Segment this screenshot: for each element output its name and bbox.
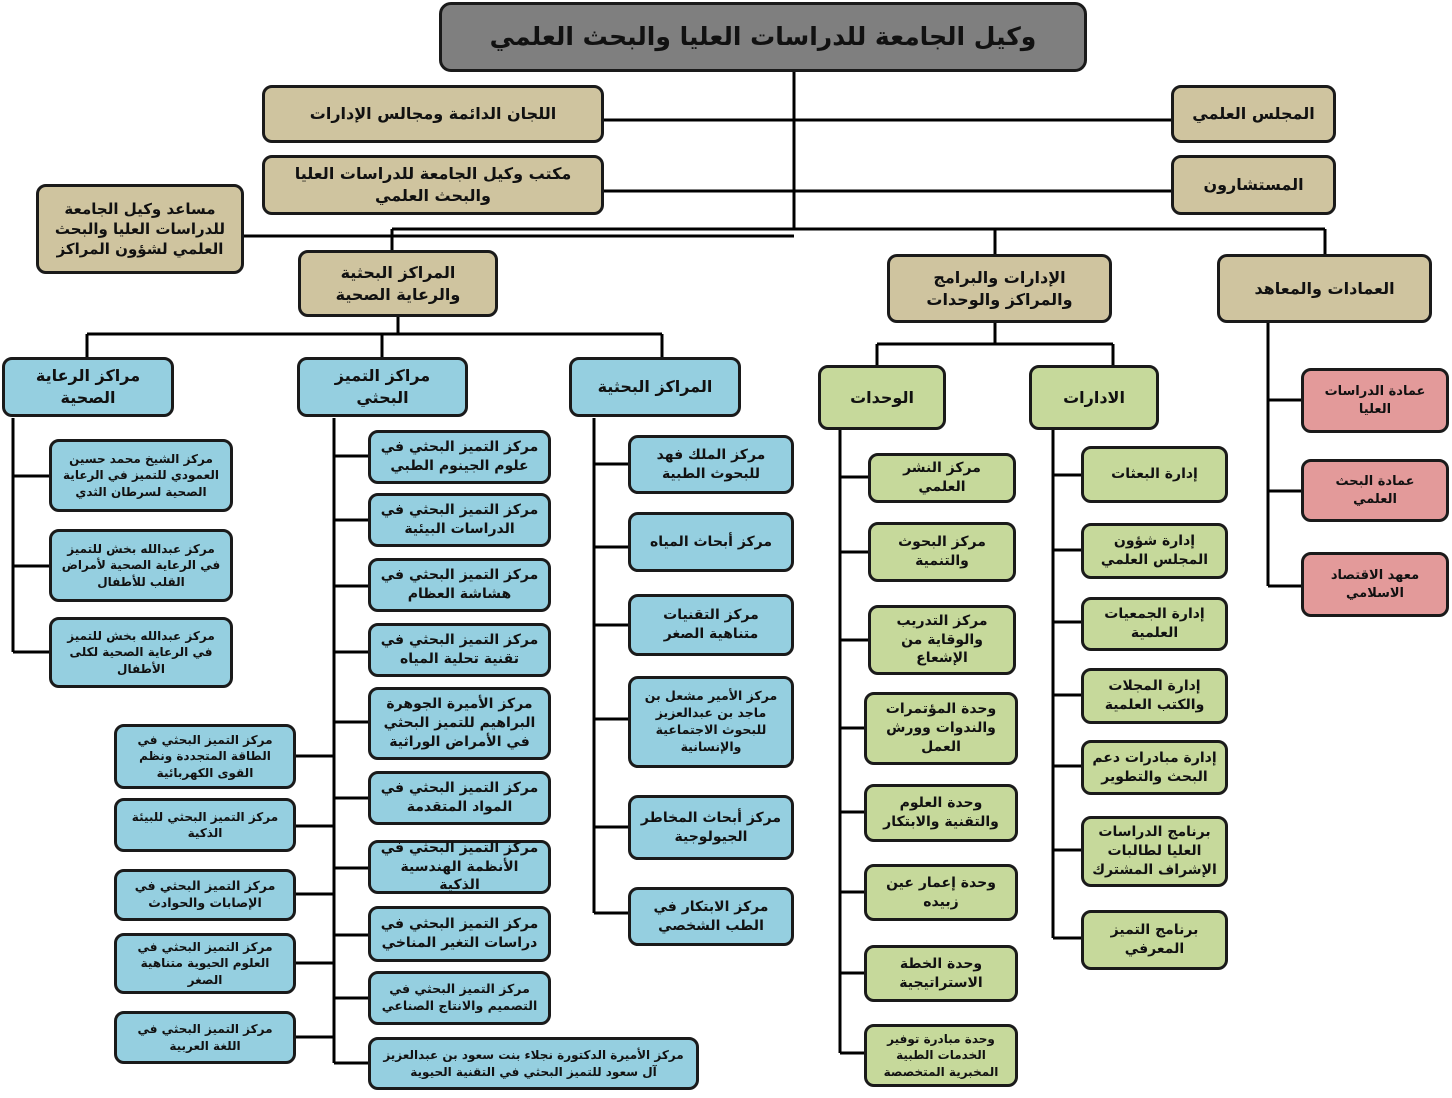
unit-item xyxy=(864,784,1018,842)
department-item xyxy=(1081,910,1228,970)
research-center-item-label: مركز التقنيات متناهية الصغر xyxy=(663,607,759,642)
excellence-item xyxy=(114,869,296,921)
departments-head xyxy=(1029,365,1159,430)
excellence-item xyxy=(368,906,551,962)
unit-item xyxy=(868,453,1016,503)
research-center-item xyxy=(628,435,794,494)
excellence-item xyxy=(114,798,296,852)
deanship-item-label: عمادة البحث العلمي xyxy=(1335,473,1415,507)
research-center-item xyxy=(628,512,794,572)
excellence-item xyxy=(368,687,551,760)
excellence-item xyxy=(368,840,551,894)
deanship-item xyxy=(1301,368,1449,433)
research-center-item xyxy=(628,887,794,946)
research-center-item-label: مركز الابتكار في الطب الشخصي xyxy=(653,898,769,934)
health-care-item xyxy=(49,439,233,512)
research-centers-head xyxy=(569,357,741,417)
excellence-label: مراكز التميز البحثي xyxy=(334,366,431,407)
excellence-item-label: مركز التميز البحثي في دراسات التغير المناخي xyxy=(380,916,539,951)
unit-item-label: وحدة مبادرة توفير الخدمات الطبية المخبرية المتخصصة xyxy=(883,1032,999,1079)
health-care-label: مراكز الرعاية الصحية xyxy=(35,366,141,407)
unit-item xyxy=(864,692,1018,765)
vice-rector-box xyxy=(439,2,1087,72)
deanships-label: العمادات والمعاهد xyxy=(1254,278,1395,298)
excellence-item xyxy=(368,771,551,825)
excellence-head xyxy=(297,357,468,417)
excellence-item-label: مركز التميز البحثي في الإصابات والحوادث xyxy=(134,878,276,910)
unit-item-label: وحدة إعمار عين زبيده xyxy=(886,874,996,910)
research-center-item-label: مركز أبحاث المياه xyxy=(649,533,773,550)
unit-item-label: وحدة المؤتمرات والندوات وورش العمل xyxy=(885,701,997,755)
department-item-label: إدارة المجلات والكتب العلمية xyxy=(1104,678,1205,713)
research-center-item-label: مركز الملك فهد للبحوث الطبية xyxy=(656,446,766,482)
unit-item xyxy=(864,945,1018,1002)
excellence-item xyxy=(368,1037,699,1090)
excellence-item-label: مركز التميز البحثي في اللغة العربية xyxy=(137,1022,273,1053)
deanship-item xyxy=(1301,552,1449,617)
excellence-item xyxy=(368,558,551,612)
excellence-item-label: مركز التميز البحثي في تقنية تحلية المياه xyxy=(380,632,539,667)
units-head xyxy=(818,365,946,430)
research-center-item xyxy=(628,795,794,860)
committees-box xyxy=(262,85,604,143)
excellence-item xyxy=(368,430,551,484)
department-item xyxy=(1081,523,1228,579)
health-care-item-label: مركز عبدالله بخش للتميز في الرعاية الصحية لكلى الأطفال xyxy=(67,629,215,676)
deanship-item-label: معهد الاقتصاد الاسلامي xyxy=(1330,567,1420,601)
excellence-item-label: مركز التميز البحثي للبيئة الذكية xyxy=(131,809,279,840)
admin-programs-label: الإدارات والبرامج والمراكز والوحدات xyxy=(926,267,1073,309)
admin-programs-branch xyxy=(887,254,1112,323)
unit-item xyxy=(864,864,1018,921)
unit-item-label: مركز النشر العلمي xyxy=(903,460,981,495)
excellence-item xyxy=(114,933,296,994)
excellence-item-label: مركز التميز البحثي في الأنظمة الهندسية الذكية xyxy=(380,839,539,894)
department-item-label: إدارة شؤون المجلس العلمي xyxy=(1100,533,1209,568)
health-care-item xyxy=(49,617,233,688)
excellence-item xyxy=(114,724,296,789)
department-item xyxy=(1081,740,1228,795)
excellence-item xyxy=(368,623,551,677)
vice-rector-title: وكيل الجامعة للدراسات العليا والبحث العلمي xyxy=(489,22,1037,52)
deanship-item xyxy=(1301,459,1449,522)
unit-item-label: مركز التدريب والوقاية من الإشعاع xyxy=(896,612,988,667)
council-label: المجلس العلمي xyxy=(1192,104,1315,124)
unit-item xyxy=(868,605,1016,675)
excellence-item-label: مركز التميز البحثي في هشاشة العظام xyxy=(380,567,539,602)
research-center-item xyxy=(628,676,794,768)
unit-item-label: مركز البحوث والتنمية xyxy=(898,534,986,569)
department-item-label: برنامج التميز المعرفي xyxy=(1110,922,1199,957)
units-label: الوحدات xyxy=(850,387,914,407)
departments-label: الادارات xyxy=(1063,387,1125,407)
department-item-label: إدارة البعثات xyxy=(1111,466,1198,483)
consultants-box xyxy=(1171,155,1336,215)
excellence-item-label: مركز التميز البحثي في العلوم الحيوية متناهية الصغر xyxy=(137,940,273,987)
department-item-label: إدارة الجمعيات العلمية xyxy=(1104,606,1205,641)
department-item xyxy=(1081,446,1228,503)
research-center-item-label: مركز الأمير مشعل بن ماجد بن عبدالعزيز للبحوث الاجتماعية والإنسانية xyxy=(644,688,778,754)
council-box xyxy=(1171,85,1336,143)
excellence-item-label: مركز التميز البحثي في الطاقة المتجددة ونظم القوى الكهربائية xyxy=(137,733,273,780)
research-health-label: المراكز البحثية والرعاية الصحية xyxy=(335,262,461,304)
department-item xyxy=(1081,668,1228,724)
excellence-item-label: مركز الأميرة الدكتورة نجلاء بنت سعود بن عبدالعزيز آل سعود للتميز البحثي في التقنية الحيوية xyxy=(383,1048,684,1079)
research-center-item-label: مركز أبحاث المخاطر الجيولوجية xyxy=(640,809,782,845)
research-health-branch xyxy=(298,250,498,317)
consultants-label: المستشارون xyxy=(1203,175,1304,195)
assistant-box xyxy=(36,184,244,274)
deanships-branch xyxy=(1217,254,1432,323)
research-centers-label: المراكز البحثية xyxy=(597,377,713,397)
office-label: مكتب وكيل الجامعة للدراسات العليا والبحث العلمي xyxy=(294,164,572,205)
unit-item-label: وحدة الخطة الاستراتيجية xyxy=(899,955,983,991)
unit-item xyxy=(864,1024,1018,1087)
excellence-item-label: مركز التميز البحثي في الدراسات البيئية xyxy=(380,502,539,537)
excellence-item-label: مركز الأميرة الجوهرة البراهيم للتميز البحثي في الأمراض الوراثية xyxy=(383,696,536,750)
unit-item xyxy=(868,522,1016,582)
excellence-item-label: مركز التميز البحثي في المواد المتقدمة xyxy=(380,780,539,815)
excellence-item-label: مركز التميز البحثي في التصميم والانتاج الصناعي xyxy=(381,981,538,1013)
health-care-item-label: مركز عبدالله بخش للتميز في الرعاية الصحية لأمراض القلب للأطفال xyxy=(61,542,221,589)
health-care-item xyxy=(49,529,233,602)
office-box xyxy=(262,155,604,215)
unit-item-label: وحدة العلوم والتقنية والابتكار xyxy=(883,795,999,830)
department-item xyxy=(1081,597,1228,651)
department-item xyxy=(1081,816,1228,887)
assistant-label: مساعد وكيل الجامعة للدراسات العليا والبحث العلمي لشؤون المراكز xyxy=(54,199,226,259)
excellence-item xyxy=(368,971,551,1025)
department-item-label: إدارة مبادرات دعم البحث والتطوير xyxy=(1092,749,1217,785)
deanship-item-label: عمادة الدراسات العليا xyxy=(1324,383,1426,417)
committees-label: اللجان الدائمة ومجالس الإدارات xyxy=(309,104,557,124)
research-center-item xyxy=(628,594,794,656)
excellence-item-label: مركز التميز البحثي في علوم الجينوم الطبي xyxy=(380,439,539,474)
department-item-label: برنامج الدراسات العليا لطالبات الإشراف المشترك xyxy=(1092,824,1217,878)
health-care-item-label: مركز الشيخ محمد حسين العمودي للتميز في الرعاية الصحية لسرطان الثدي xyxy=(63,452,219,499)
excellence-item xyxy=(368,493,551,547)
health-care-head xyxy=(2,357,174,417)
excellence-item xyxy=(114,1011,296,1064)
